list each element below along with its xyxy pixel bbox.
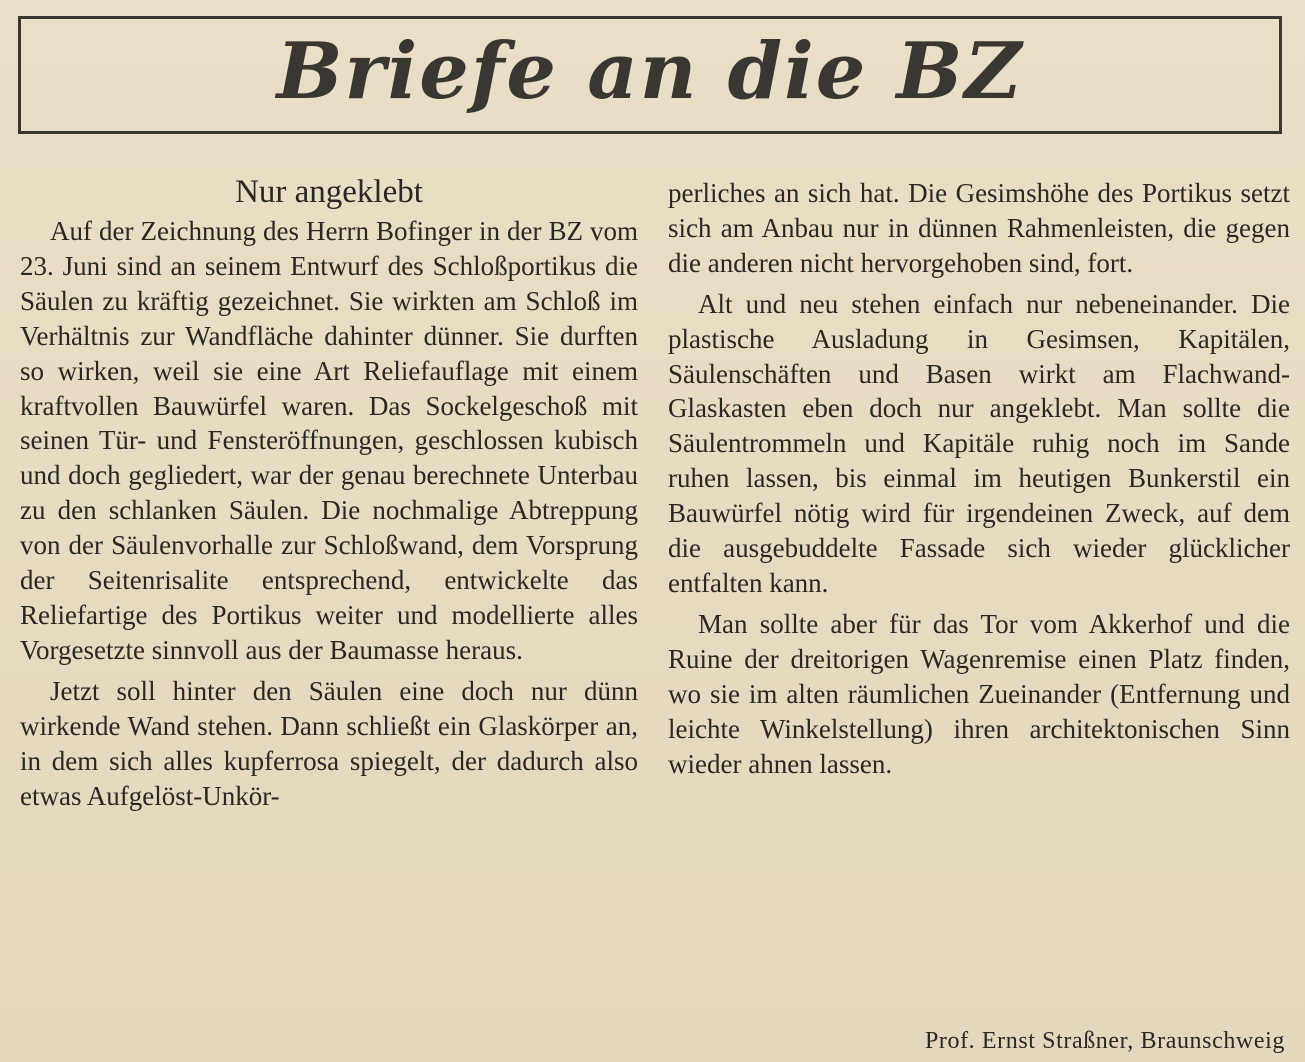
paragraph: Jetzt soll hinter den Säulen eine doch nur dünn wirkende Wand stehen. Dann schließt ein Glaskörper an, in dem sich alles kupferrosa spiegelt, der dadurch also etwas Aufgelöst-Unkör- — [20, 675, 638, 811]
author-signature: Prof. Ernst Straßner, Braunschweig — [924, 1028, 1285, 1054]
paragraph: Man sollte aber für das Tor vom Akkerhof und die Ruine der dreitorigen Wagenremise einen Platz finden, wo sie im alten räumlichen Zueinander (Entfernung und leichte Winkelstellung) ihren architektonischen Sinn wieder ahnen lassen. — [668, 608, 1290, 779]
article-heading: Nur angeklebt — [235, 174, 423, 210]
article-column-right — [668, 176, 1290, 781]
paragraph: Alt und neu stehen einfach nur nebeneinander. Die plastische Ausladung in Gesimsen, Kapitälen, Säulenschäften und Basen wirkt am Flachwand-Glaskasten eben doch nur angeklebt. Man sollte die Säulentrommeln und Kapitäle ruhig noch im Sande ruhen lassen, bis einmal im heutigen Bunkerstil ein Bauwürfel nötig wird für irgendeinen Zweck, auf dem die ausgebuddelte Fassade sich wieder glücklicher entfalten kann. — [668, 288, 1290, 598]
article-column-left — [20, 214, 638, 813]
section-header-box — [18, 16, 1282, 134]
paragraph: perliches an sich hat. Die Gesimshöhe des Portikus setzt sich am Anbau nur in dünnen Rahmenleisten, die gegen die anderen nicht hervorgehoben sind, fort. — [668, 178, 1290, 278]
section-title: Briefe an die BZ — [276, 26, 1024, 117]
paragraph: Auf der Zeichnung des Herrn Bofinger in der BZ vom 23. Juni sind an seinem Entwurf des Schloßportikus die Säulen zu kräftig gezeichnet. Sie wirkten am Schloß im Verhältnis zur Wandfläche dahinter dünner. Sie durften so wirken, weil sie eine Art Reliefauflage mit einem kraftvollen Bauwürfel waren. Das Sockelgeschoß mit seinen Tür- und Fensteröffnungen, geschlossen kubisch und doch gegliedert, war der genau berechnete Unterbau zu den schlanken Säulen. Die nochmalige Abtreppung von der Säulenvorhalle zur Schloßwand, dem Vorsprung der Seitenrisalite entsprechend, entwickelte das Reliefartige des Portikus weiter und modellierte alles Vorgesetzte sinnvoll aus der Baumasse heraus. — [20, 216, 638, 665]
